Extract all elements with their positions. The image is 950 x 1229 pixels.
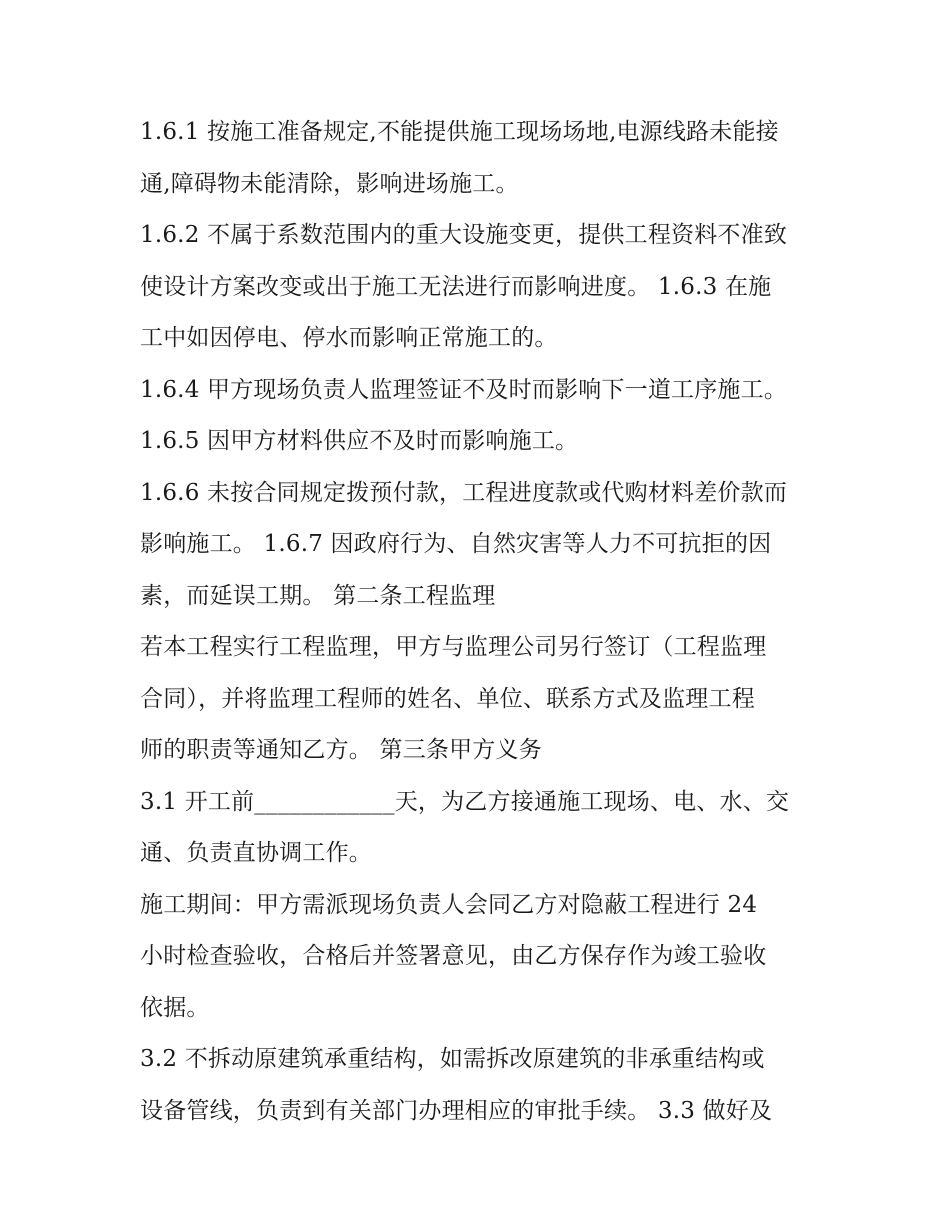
text-line: 3.1 开工前____________天，为乙方接通施工现场、电、水、交 [140,788,790,815]
text-line: 1.6.5 因甲方材料供应不及时而影响施工。 [140,428,579,454]
text-line: 合同），并将监理工程师的姓名、单位、联系方式及监理工程 [140,685,755,712]
text-line: 设备管线，负责到有关部门办理相应的审批手续。 3.3 做好及 [140,1097,773,1124]
text-line: 施工期间：甲方需派现场负责人会同乙方对隐蔽工程进行 24 [140,891,758,918]
text-line: 师的职责等通知乙方。 第三条甲方义务 [140,737,542,763]
text-line: 若本工程实行工程监理，甲方与监理公司另行签订（工程监理 [140,634,767,660]
text-line: 使设计方案改变或出于施工无法进行而影响进度。 1.6.3 在施 [140,273,772,300]
text-line: 3.2 不拆动原建筑承重结构，如需拆改原建筑的非承重结构或 [140,1046,765,1072]
text-line: 通,障碍物未能清除，影响进场施工。 [140,170,519,197]
text-line: 1.6.4 甲方现场负责人监理签证不及时而影响下一道工序施工。 [140,376,788,403]
text-line: 素，而延误工期。 第二条工程监理 [140,582,496,609]
text-line: 1.6.2 不属于系数范围内的重大设施变更，提供工程资料不准致 [140,222,788,248]
text-line: 1.6.6 未按合同规定拨预付款，工程进度款或代购材料差价款而 [140,479,788,506]
text-line: 通、负责直协调工作。 [140,840,372,866]
text-line: 工中如因停电、停水而影响正常施工的。 [140,325,558,351]
text-line: 小时检查验收，合格后并签署意见，由乙方保存作为竣工验收 [140,943,767,969]
text-line: 1.6.1 按施工准备规定,不能提供施工现场场地,电源线路未能接 [140,119,779,145]
text-line: 依据。 [140,994,210,1021]
document-body [140,107,840,1137]
text-line: 影响施工。 1.6.7 因政府行为、自然灾害等人力不可抗拒的因 [140,531,772,557]
